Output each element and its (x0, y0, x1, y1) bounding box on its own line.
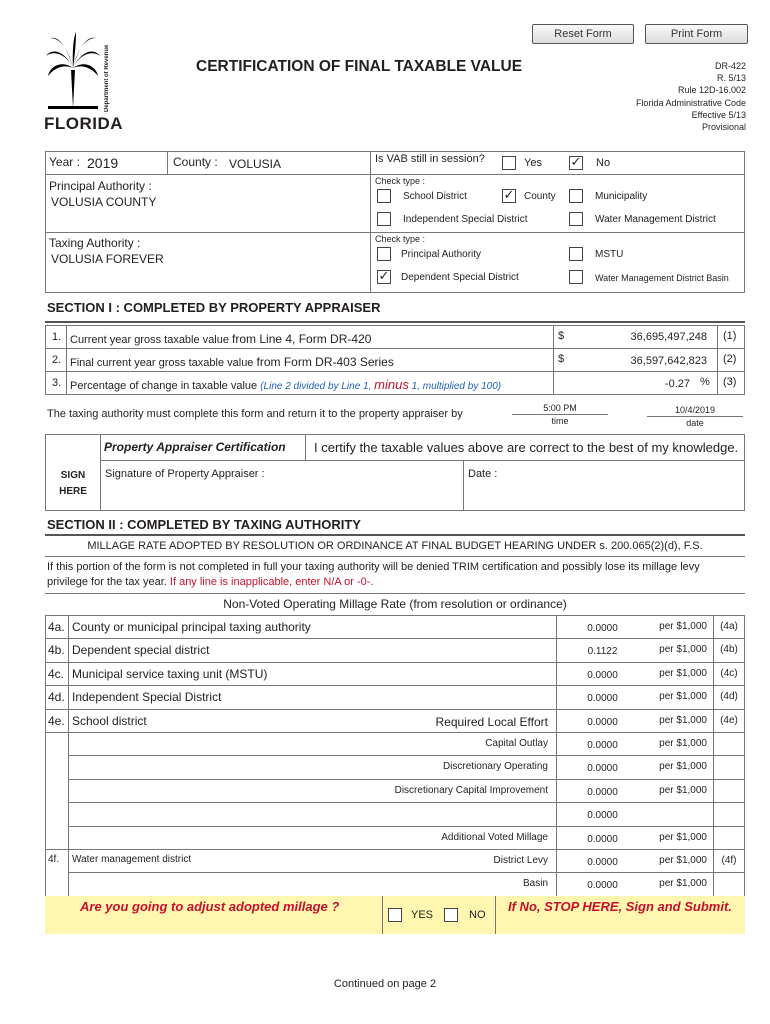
page-title: CERTIFICATION OF FINAL TAXABLE VALUE (196, 58, 523, 75)
page-footer: Continued on page 2 (333, 978, 437, 990)
millage-row-sublabel: Discretionary Capital Improvement (394, 785, 548, 796)
time-field[interactable]: 5:00 PM (543, 403, 577, 413)
per-thousand-label: per $1,000 (659, 738, 707, 749)
section2-warning: If this portion of the form is not completed in full your taxing authority will be denied TRIM certification and possibly lose its millage levy privilege for the tax year. If any line is inapplicable, enter N/A or -0-. (47, 561, 700, 588)
form-revision: R. 5/13 (716, 73, 746, 84)
adjust-no-label: NO (469, 909, 486, 921)
wmd-label: Water Management District (595, 214, 716, 225)
row3-value[interactable]: -0.27 (664, 378, 690, 390)
per-thousand-label: per $1,000 (659, 878, 707, 889)
principal-authority-type-label: Principal Authority (401, 249, 482, 260)
municipality-checkbox[interactable] (569, 189, 583, 203)
millage-row-sublabel: Required Local Effort (435, 715, 548, 729)
section2-subtitle: MILLAGE RATE ADOPTED BY RESOLUTION OR ORDINANCE AT FINAL BUDGET HEARING UNDER s. 200.065(2)(d), F.S. (87, 540, 703, 552)
millage-rate-input[interactable]: 0.0000 (587, 763, 618, 774)
wmd-basin-checkbox[interactable] (569, 270, 583, 284)
millage-row-label: Dependent special district (72, 643, 210, 657)
millage-row-label: School district (72, 714, 147, 728)
row1-num: 1. (52, 331, 62, 343)
row3-pct: % (700, 376, 710, 388)
stop-here-note: If No, STOP HERE, Sign and Submit. (508, 899, 732, 914)
vab-no-label: No (596, 157, 611, 169)
mstu-checkbox[interactable] (569, 247, 583, 261)
principal-authority-label: Principal Authority : (49, 179, 152, 193)
year-label: Year : (49, 155, 80, 169)
millage-row-num: 4c. (48, 667, 65, 681)
form-rule: Rule 12D-16.002 (677, 85, 746, 96)
check-type-label-2: Check type : (375, 234, 426, 244)
print-form-button[interactable]: Print Form (645, 24, 748, 44)
signature-label: Signature of Property Appraiser : (105, 468, 265, 480)
row3-label: Percentage of change in taxable value (Line 2 divided by Line 1, minus 1, multiplied by 100) (70, 377, 502, 392)
row1-value[interactable]: 36,695,497,248 (630, 331, 707, 343)
row1-label: Current year gross taxable value from Line 4, Form DR-420 (70, 332, 372, 346)
dsd-label: Dependent Special District (401, 272, 519, 283)
section2-title: SECTION II : COMPLETED BY TAXING AUTHORITY (47, 517, 361, 532)
millage-row-ref: (4e) (720, 715, 738, 726)
millage-row-label: County or municipal principal taxing authority (72, 620, 311, 634)
county-field[interactable]: VOLUSIA (229, 157, 282, 171)
millage-row-sublabel: Capital Outlay (485, 738, 548, 749)
millage-rate-input[interactable]: 0.0000 (587, 880, 618, 891)
adjust-millage-question: Are you going to adjust adopted millage ? (80, 899, 340, 914)
millage-row-label: Independent Special District (72, 690, 222, 704)
taxing-authority-label: Taxing Authority : (49, 236, 141, 250)
isd-checkbox[interactable] (377, 212, 391, 226)
section1-title: SECTION I : COMPLETED BY PROPERTY APPRAISER (47, 300, 381, 315)
vab-yes-checkbox[interactable] (502, 156, 516, 170)
adjust-yes-label: YES (411, 909, 434, 921)
millage-rate-input[interactable]: 0.0000 (587, 623, 618, 634)
nonvoted-heading: Non-Voted Operating Millage Rate (from resolution or ordinance) (223, 597, 567, 611)
millage-row-sublabel: Additional Voted Millage (441, 832, 548, 843)
adjust-yes-checkbox[interactable] (388, 908, 402, 922)
florida-wordmark: FLORIDA (44, 114, 124, 133)
millage-rate-input[interactable]: 0.0000 (587, 834, 618, 845)
form-effective: Effective 5/13 (691, 109, 746, 120)
check-type-label: Check type : (375, 176, 426, 186)
millage-rate-input[interactable]: 0.0000 (587, 740, 618, 751)
seal-text: Department of Revenue (104, 44, 110, 112)
millage-rate-input[interactable]: 0.0000 (587, 787, 618, 798)
row1-ref: (1) (723, 330, 737, 342)
county-label: County : (173, 155, 218, 169)
school-district-label: School District (403, 191, 467, 202)
wmd-basin-label: Water Management District Basin (595, 273, 729, 283)
millage-row-num: 4a. (48, 620, 65, 634)
millage-row-sublabel: District Levy (493, 855, 548, 866)
per-thousand-label: per $1,000 (659, 691, 707, 702)
millage-row-num: 4d. (48, 690, 65, 704)
millage-rate-input[interactable]: 0.0000 (587, 717, 618, 728)
millage-row-ref: (4b) (720, 644, 738, 655)
municipality-label: Municipality (595, 191, 648, 202)
per-thousand-label: per $1,000 (659, 785, 707, 796)
sign-here-1: SIGN (60, 470, 86, 481)
form-status: Provisional (701, 122, 746, 133)
wmd-checkbox[interactable] (569, 212, 583, 226)
millage-row-label: Municipal service taxing unit (MSTU) (72, 667, 268, 681)
cert-text: I certify the taxable values above are correct to the best of my knowledge. (314, 440, 739, 455)
millage-row-ref: (4c) (720, 668, 738, 679)
year-field[interactable]: 2019 (87, 155, 119, 171)
row1-dollar: $ (558, 330, 565, 342)
principal-authority-field[interactable]: VOLUSIA COUNTY (51, 195, 157, 209)
millage-rate-input[interactable]: 0.0000 (587, 670, 618, 681)
date-field[interactable]: 10/4/2019 (674, 405, 716, 415)
dsd-checkbox[interactable]: ✓ (378, 269, 390, 284)
reset-form-button[interactable]: Reset Form (532, 24, 634, 44)
row3-num: 3. (52, 377, 62, 389)
vab-no-checkbox[interactable]: ✓ (570, 155, 582, 170)
millage-row-label: Water management district (72, 854, 192, 865)
millage-row-sublabel: Basin (522, 878, 548, 889)
signature-date-label: Date : (468, 468, 498, 480)
county-checkbox[interactable]: ✓ (503, 188, 515, 203)
county-type-label: County (524, 191, 556, 202)
form-code: Florida Administrative Code (635, 97, 746, 108)
school-district-checkbox[interactable] (377, 189, 391, 203)
time-label: time (551, 416, 569, 426)
vab-label: Is VAB still in session? (375, 153, 485, 165)
millage-row-ref: (4f) (721, 855, 737, 866)
row2-ref: (2) (723, 353, 737, 365)
row2-dollar: $ (558, 353, 565, 365)
palm-tree-icon (44, 30, 102, 112)
taxing-authority-field[interactable]: VOLUSIA FOREVER (51, 252, 164, 266)
millage-row-ref: (4d) (720, 691, 738, 702)
millage-row-sublabel: Discretionary Operating (442, 761, 548, 772)
millage-rate-input[interactable]: 0.0000 (587, 857, 618, 868)
millage-rate-input[interactable]: 0.1122 (587, 646, 618, 657)
vab-yes-label: Yes (524, 157, 542, 169)
per-thousand-label: per $1,000 (659, 761, 707, 772)
return-instruction: The taxing authority must complete this form and return it to the property appraiser by (47, 408, 463, 420)
per-thousand-label: per $1,000 (659, 715, 707, 726)
per-thousand-label: per $1,000 (659, 621, 707, 632)
per-thousand-label: per $1,000 (659, 832, 707, 843)
adjust-no-checkbox[interactable] (444, 908, 458, 922)
date-label: date (686, 418, 704, 428)
millage-row-ref: (4a) (720, 621, 738, 632)
millage-rate-input[interactable]: 0.0000 (587, 693, 618, 704)
millage-row-num: 4b. (48, 643, 65, 657)
form-info (636, 60, 746, 133)
per-thousand-label: per $1,000 (659, 668, 707, 679)
row2-num: 2. (52, 354, 62, 366)
principal-authority-checkbox[interactable] (377, 247, 391, 261)
mstu-label: MSTU (595, 249, 624, 260)
millage-row-num: 4e. (48, 714, 65, 728)
per-thousand-label: per $1,000 (659, 644, 707, 655)
row3-ref: (3) (723, 376, 737, 388)
isd-label: Independent Special District (403, 214, 528, 225)
florida-logo (44, 30, 124, 133)
millage-row-num: 4f. (48, 854, 60, 865)
row2-label: Final current year gross taxable value from Form DR-403 Series (70, 355, 394, 369)
millage-rate-input[interactable]: 0.0000 (587, 810, 618, 821)
cert-title: Property Appraiser Certification (104, 440, 286, 454)
sign-here-2: HERE (59, 486, 87, 497)
per-thousand-label: per $1,000 (659, 855, 707, 866)
form-number: DR-422 (714, 61, 746, 71)
row2-value[interactable]: 36,597,642,823 (630, 355, 707, 367)
